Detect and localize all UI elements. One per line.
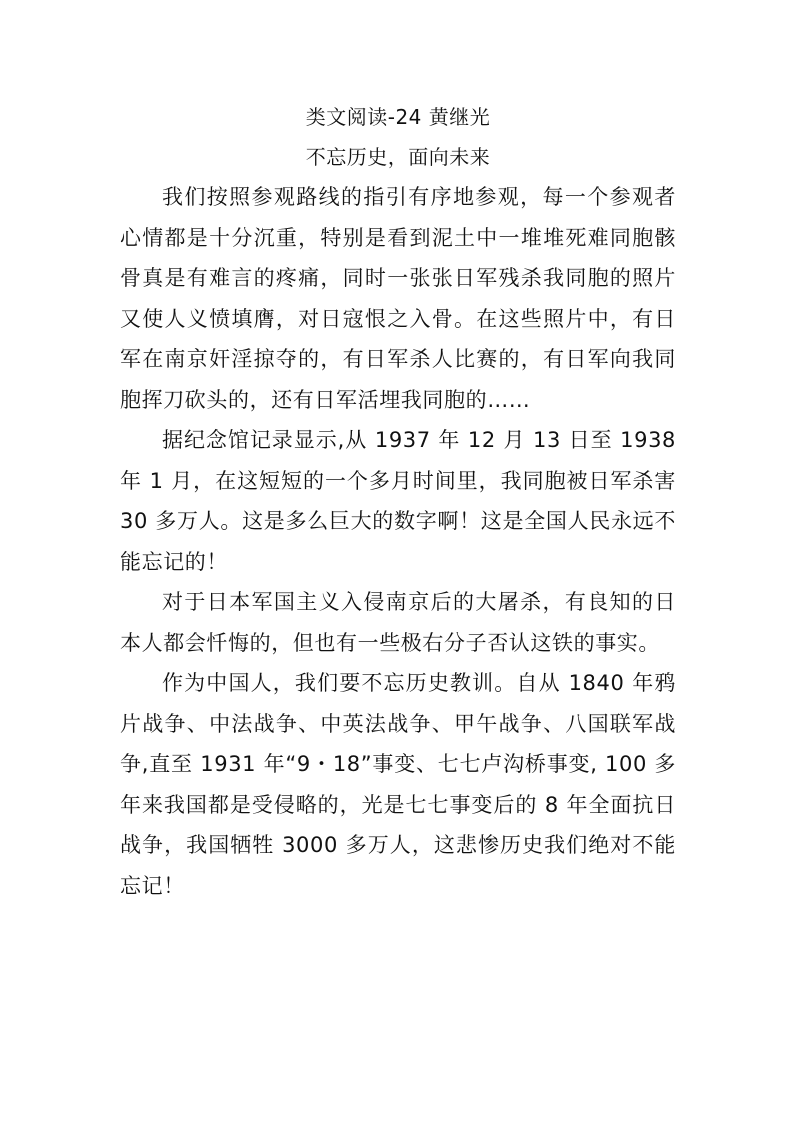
document-body	[120, 97, 676, 906]
paragraph-1: 我们按照参观路线的指引有序地参观，每一个参观者心情都是十分沉重，特别是看到泥土中一堆堆死难同胞骸骨真是有难言的疼痛，同时一张张日军残杀我同胞的照片又使人义愤填膺，对日寇恨之入骨。在这些照片中，有日军在南京奸淫掠夺的，有日军杀人比赛的，有日军向我同胞挥刀砍头的，还有日军活埋我同胞的……	[120, 185, 676, 412]
paragraph-4: 作为中国人，我们要不忘历史教训。自从 1840 年鸦片战争、中法战争、中英法战争、甲午战争、八国联军战争,直至 1931 年“9・18”事变、七七卢沟桥事变, 100 多年来我国都是受侵略的，光是七七事变后的 8 年全面抗日战争，我国牺牲 3000 多万人，这悲惨历史我们绝对不能忘记！	[120, 671, 676, 898]
paragraph-2: 据纪念馆记录显示,从 1937 年 12 月 13 日至 1938 年 1 月，在这短短的一个多月时间里，我同胞被日军杀害 30 多万人。这是多么巨大的数字啊！这是全国人民永远不能忘记的！	[120, 428, 676, 574]
document-title: 类文阅读-24 黄继光	[305, 105, 491, 129]
paragraph-3: 对于日本军国主义入侵南京后的大屠杀，有良知的日本人都会忏悔的，但也有一些极右分子否认这铁的事实。	[120, 590, 676, 655]
article-subtitle: 不忘历史，面向未来	[305, 145, 491, 169]
